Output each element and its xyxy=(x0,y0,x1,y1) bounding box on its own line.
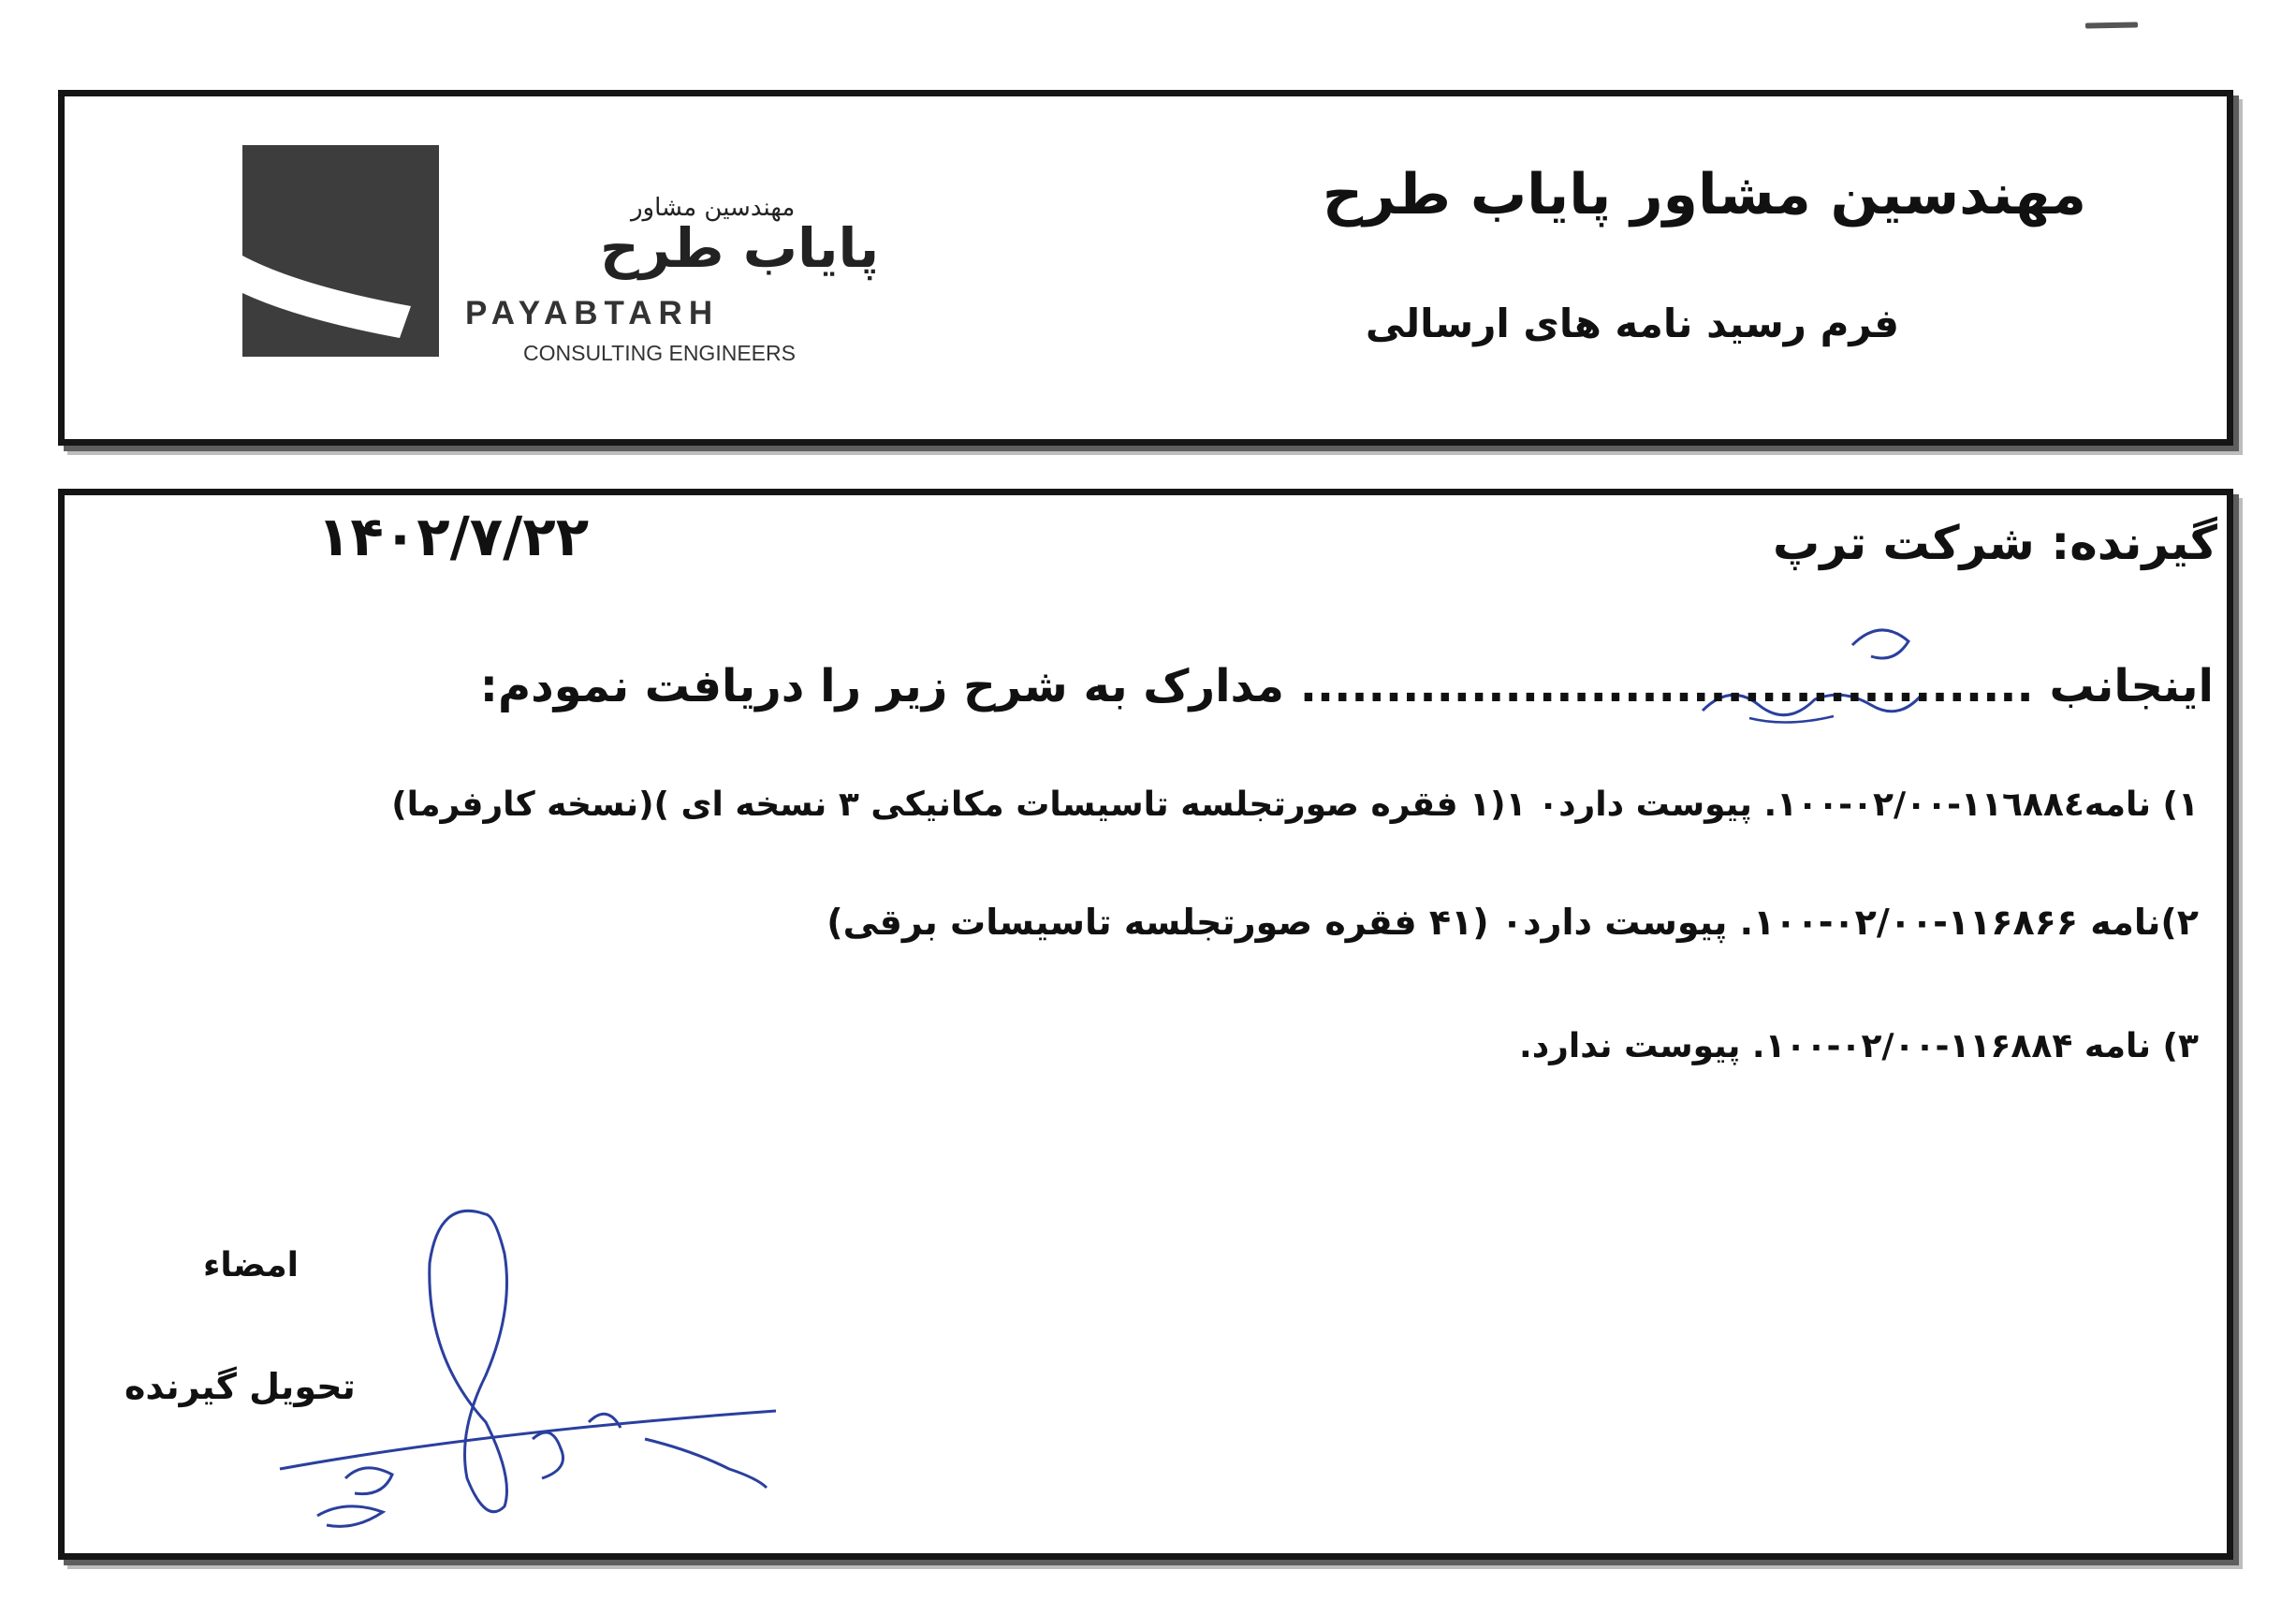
declaration-line: اینجانب ........................................... مدارک به شرح زیر را دریافت نمودم: xyxy=(479,660,2214,712)
letter-item-3: ۳) نامه ۱۱۶۸۸۴-۰۲/۰۰-۱۰۰. پیوست ندارد. xyxy=(1519,1027,2199,1065)
logo-mark xyxy=(242,145,439,357)
recipient-line: گیرنده: شرکت ترپ xyxy=(1773,516,2217,570)
form-title: فرم رسید نامه های ارسالی xyxy=(1365,301,1899,346)
handwritten-signature xyxy=(205,1197,804,1553)
logo-english-subtitle: CONSULTING ENGINEERS xyxy=(523,341,796,365)
scan-artifact xyxy=(2085,22,2138,29)
letter-item-2: ۲)نامه ۱۱۶۸۶۶-۰۲/۰۰-۱۰۰. پیوست دارد۰ (۴۱ فقره صورتجلسه تاسیسات برقی) xyxy=(826,902,2199,943)
header-box xyxy=(58,90,2233,446)
recipient-label: تحویل گیرنده xyxy=(124,1366,356,1407)
letter-item-1: ۱) نامه۱۱٦٨٨٤-۰۲/۰۰-۱۰۰. پیوست دارد۰ ۱(۱ فقره صورتجلسه تاسیسات مکانیکی ۳ نسخه ای )(نسخه کارفرما) xyxy=(391,785,2199,824)
receipt-date: ۱۴۰۲/۷/۲۲ xyxy=(317,505,590,568)
logo-persian-name: پایاب طرح xyxy=(600,216,880,280)
logo-english-name: PAYABTARH xyxy=(465,295,720,331)
signature-label: امضاء xyxy=(203,1246,300,1285)
company-title: مهندسین مشاور پایاب طرح xyxy=(1322,162,2086,228)
logo-persian-subtitle: مهندسین مشاور xyxy=(631,194,796,222)
receipt-box xyxy=(58,489,2233,1560)
